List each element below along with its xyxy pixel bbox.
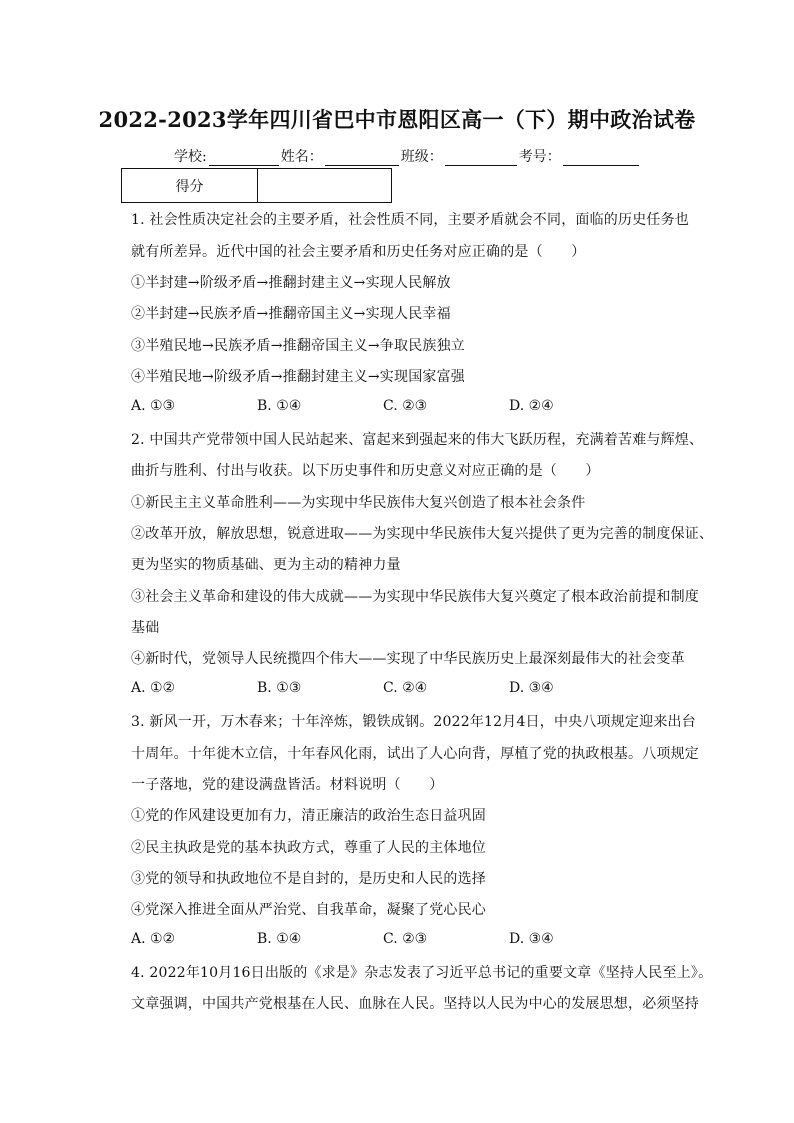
- question-line: ④党深入推进全面从严治党、自我革命，凝聚了党心民心: [131, 902, 486, 918]
- option-c[interactable]: C. ②③: [383, 398, 428, 414]
- question-line: 文章强调，中国共产党根基在人民、血脉在人民。坚持以人民为中心的发展思想，必须坚持: [131, 996, 699, 1012]
- options-row: [131, 680, 635, 696]
- question-line: 基础: [131, 620, 160, 636]
- exam-no-label: 考号：: [518, 149, 561, 165]
- option-a[interactable]: A. ①②: [131, 680, 176, 696]
- score-value[interactable]: [258, 169, 392, 203]
- question-stem: 3. 新风一开，万木春来；十年淬炼，锻铁成钢。2022年12月4日，中央八项规定迎来出台: [131, 714, 696, 730]
- question-line: ①半封建→阶级矛盾→推翻封建主义→实现人民解放: [131, 275, 451, 291]
- school-blank[interactable]: [209, 151, 279, 166]
- option-d[interactable]: D. ③④: [509, 931, 554, 947]
- question-line: 就有所差异。近代中国的社会主要矛盾和历史任务对应正确的是（ ）: [131, 244, 586, 260]
- question-line: ①新民主主义革命胜利——为实现中华民族伟大复兴创造了根本社会条件: [131, 495, 586, 511]
- question-line: ③半殖民地→民族矛盾→推翻帝国主义→争取民族独立: [131, 338, 465, 354]
- question-stem: 2. 中国共产党带领中国人民站起来、富起来到强起来的伟大飞跃历程，充满着苦难与辉煌、: [131, 432, 704, 448]
- option-b[interactable]: B. ①③: [257, 680, 302, 696]
- question-line: 更为坚实的物质基础、更为主动的精神力量: [131, 557, 401, 573]
- question-line: ②半封建→民族矛盾→推翻帝国主义→实现人民幸福: [131, 306, 451, 322]
- option-b[interactable]: B. ①④: [257, 398, 302, 414]
- question-stem: 4. 2022年10月16日出版的《求是》杂志发表了习近平总书记的重要文章《坚持人民至上》。: [131, 965, 713, 981]
- class-label: 班级：: [400, 149, 443, 165]
- question-line: ④半殖民地→阶级矛盾→推翻封建主义→实现国家富强: [131, 369, 465, 385]
- student-info-row: [174, 146, 641, 166]
- option-c[interactable]: C. ②④: [383, 680, 428, 696]
- option-a[interactable]: A. ①③: [131, 398, 176, 414]
- option-d[interactable]: D. ③④: [509, 680, 554, 696]
- option-a[interactable]: A. ①②: [131, 931, 176, 947]
- question-line: ③党的领导和执政地位不是自封的，是历史和人民的选择: [131, 871, 486, 887]
- question-line: ④新时代，党领导人民统揽四个伟大——实现了中华民族历史上最深刻最伟大的社会变革: [131, 651, 685, 667]
- option-c[interactable]: C. ②③: [383, 931, 428, 947]
- exam-no-blank[interactable]: [563, 151, 639, 166]
- score-label: 得分: [122, 169, 258, 203]
- score-box: [121, 168, 392, 203]
- question-line: ②改革开放，解放思想，锐意进取——为实现中华民族伟大复兴提供了更为完善的制度保证、: [131, 526, 714, 542]
- question-line: 一子落地，党的建设满盘皆活。材料说明（ ）: [131, 777, 444, 793]
- options-row: [131, 931, 635, 947]
- name-label: 姓名：: [280, 149, 323, 165]
- name-blank[interactable]: [325, 151, 399, 166]
- question-line: 十周年。十年徙木立信，十年春风化雨，试出了人心向背，厚植了党的执政根基。八项规定: [131, 746, 699, 762]
- question-line: ③社会主义革命和建设的伟大成就——为实现中华民族伟大复兴奠定了根本政治前提和制度: [131, 589, 699, 605]
- school-label: 学校:: [174, 149, 207, 165]
- option-d[interactable]: D. ②④: [509, 398, 554, 414]
- page-title: 2022-2023学年四川省巴中市恩阳区高一（下）期中政治试卷: [98, 107, 696, 132]
- question-line: ①党的作风建设更加有力，清正廉洁的政治生态日益巩固: [131, 808, 486, 824]
- class-blank[interactable]: [445, 151, 517, 166]
- question-line: 曲折与胜利、付出与收获。以下历史事件和历史意义对应正确的是（ ）: [131, 463, 600, 479]
- option-b[interactable]: B. ①④: [257, 931, 302, 947]
- question-stem: 1. 社会性质决定社会的主要矛盾，社会性质不同，主要矛盾就会不同，面临的历史任务也: [131, 212, 690, 228]
- options-row: [131, 398, 635, 414]
- question-line: ②民主执政是党的基本执政方式，尊重了人民的主体地位: [131, 840, 486, 856]
